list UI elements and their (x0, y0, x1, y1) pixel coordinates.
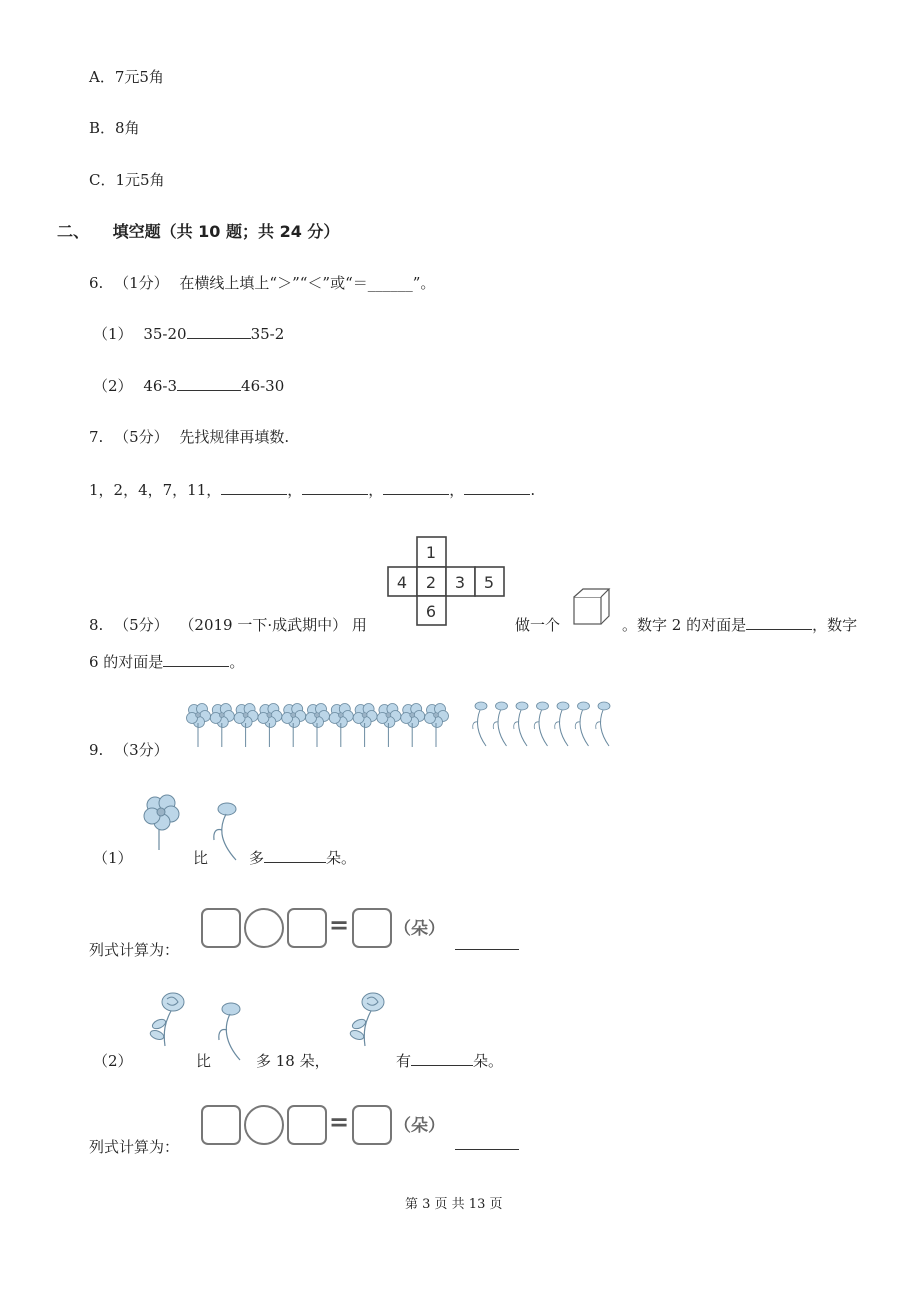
text-bi: 比 (196, 1052, 212, 1070)
question-8-line-1 (89, 614, 367, 635)
question-number: 7. (89, 428, 104, 446)
cube-icon (573, 588, 613, 628)
question-source: （2019 一下·成武期中） (179, 616, 348, 634)
question-6 (89, 272, 435, 293)
formula-box[interactable] (201, 1105, 241, 1145)
question-score: （5分） (114, 428, 169, 446)
carnation (514, 702, 528, 746)
carnation (555, 702, 569, 746)
formula-unit: （朵） (394, 919, 445, 939)
round-flower (187, 704, 211, 748)
text-number: ，数字 (812, 616, 858, 634)
option-letter: A (89, 68, 100, 86)
end-mark: 。 (229, 653, 245, 671)
q6-part-1 (93, 323, 284, 344)
formula-label: 列式计算为： (89, 941, 180, 959)
carnation-icon (210, 800, 240, 862)
question-7 (89, 426, 289, 447)
question-9 (89, 739, 169, 760)
formula-box[interactable] (352, 1105, 392, 1145)
carnations-row (470, 700, 630, 750)
answer-blank[interactable] (221, 480, 287, 495)
round-flower (282, 704, 306, 748)
answer-blank[interactable] (455, 949, 519, 950)
answer-blank[interactable] (464, 480, 530, 495)
answer-blank[interactable] (177, 376, 241, 391)
part-label: （1） (93, 325, 133, 343)
question-stem: 在横线上填上“＞”“＜”或“＝______”。 (179, 274, 436, 292)
q9-part-2-answer (396, 1050, 503, 1071)
net-label: 2 (425, 573, 437, 592)
round-flower (377, 704, 401, 748)
option-text: ．7元5角 (99, 68, 164, 86)
sequence-text: 1，2，4，7，11， (89, 481, 222, 499)
part-label: （2） (93, 377, 133, 395)
expr-right: 35-2 (250, 325, 285, 343)
option-b (89, 117, 140, 138)
answer-blank[interactable] (383, 480, 449, 495)
text-bi: 比 (193, 849, 209, 867)
formula-box[interactable] (287, 1105, 327, 1145)
rose-icon (343, 990, 389, 1050)
formula-box[interactable] (352, 908, 392, 948)
round-flower (353, 704, 377, 748)
net-label: 4 (396, 573, 408, 592)
formula-box[interactable] (201, 908, 241, 948)
rose-icon (143, 990, 189, 1050)
answer-blank[interactable] (411, 1051, 473, 1066)
question-score: （1分） (114, 274, 169, 292)
text-make-one: 做一个 (515, 616, 561, 634)
round-flower (210, 704, 234, 748)
end-mark: . (530, 481, 536, 499)
section-heading (57, 219, 339, 242)
question-number: 6. (89, 274, 104, 292)
option-letter: C (89, 171, 101, 189)
answer-blank[interactable] (302, 480, 368, 495)
formula-row-1 (201, 905, 521, 949)
option-c (89, 169, 165, 190)
round-flower-icon (143, 792, 183, 852)
q9-part-2-label: （2） (93, 1052, 133, 1070)
question-number: 8. (89, 616, 104, 634)
section-title: 填空题（共 10 题；共 24 分） (112, 222, 340, 241)
expr-left: 46-3 (143, 377, 178, 395)
option-text: ．8角 (100, 119, 140, 137)
answer-blank[interactable] (187, 324, 251, 339)
option-a (89, 66, 164, 87)
q7-sequence (89, 479, 535, 500)
round-flower (234, 704, 258, 748)
q9-part-1-label: （1） (93, 849, 133, 867)
expr-right: 46-30 (241, 377, 285, 395)
text-you: 有 (396, 1052, 412, 1070)
carnation (473, 702, 487, 746)
carnation (534, 702, 548, 746)
text-duo: 多 (249, 849, 265, 867)
equals-sign: = (329, 1108, 350, 1136)
net-label: 1 (425, 543, 437, 562)
net-label: 5 (483, 573, 495, 592)
equals-sign: = (329, 911, 350, 939)
round-flower (401, 704, 425, 748)
expr-left: 35-20 (143, 325, 187, 343)
q6-part-2 (93, 375, 284, 396)
answer-blank[interactable] (746, 615, 812, 630)
net-label: 3 (454, 573, 466, 592)
unit-text: 朵。 (473, 1052, 504, 1070)
unit-text: 朵。 (326, 849, 357, 867)
formula-operator-circle[interactable] (244, 908, 284, 948)
q8-make-text (515, 614, 560, 635)
round-flower (329, 704, 353, 748)
formula-box[interactable] (287, 908, 327, 948)
round-flowers-row (187, 703, 457, 753)
net-label: 6 (425, 602, 437, 621)
formula-label: 列式计算为： (89, 1138, 180, 1156)
cube-net-figure (385, 535, 505, 655)
separator: ， (449, 481, 465, 499)
carnation-icon (214, 1000, 244, 1062)
text-use: 用 (351, 616, 367, 634)
q8-answer-line (622, 614, 857, 635)
answer-blank[interactable] (455, 1149, 519, 1150)
page-footer: 第 3 页 共 13 页 (405, 1197, 503, 1212)
q9-part-1-answer (249, 847, 356, 868)
separator: ， (287, 481, 303, 499)
round-flower (258, 704, 282, 748)
question-stem: 先找规律再填数. (179, 428, 290, 446)
separator: ， (368, 481, 384, 499)
text-opposite-6: 6 的对面是 (89, 653, 164, 671)
text-opposite-2: 。数字 2 的对面是 (622, 616, 747, 634)
round-flower (306, 704, 330, 748)
question-score: （3分） (114, 741, 169, 759)
question-number: 9. (89, 741, 104, 759)
formula-row-2 (201, 1102, 521, 1146)
formula-unit: （朵） (394, 1116, 445, 1136)
question-8-line-2 (89, 651, 244, 672)
text-duo-18: 多 18 朵， (256, 1052, 330, 1070)
option-letter: B (89, 119, 101, 137)
answer-blank[interactable] (163, 652, 229, 667)
section-number: 二、 (57, 222, 90, 241)
answer-blank[interactable] (264, 848, 326, 863)
option-text: ．1元5角 (100, 171, 165, 189)
carnation (575, 702, 589, 746)
round-flower (425, 704, 449, 748)
formula-operator-circle[interactable] (244, 1105, 284, 1145)
carnation (493, 702, 507, 746)
carnation (596, 702, 610, 746)
question-score: （5分） (114, 616, 169, 634)
